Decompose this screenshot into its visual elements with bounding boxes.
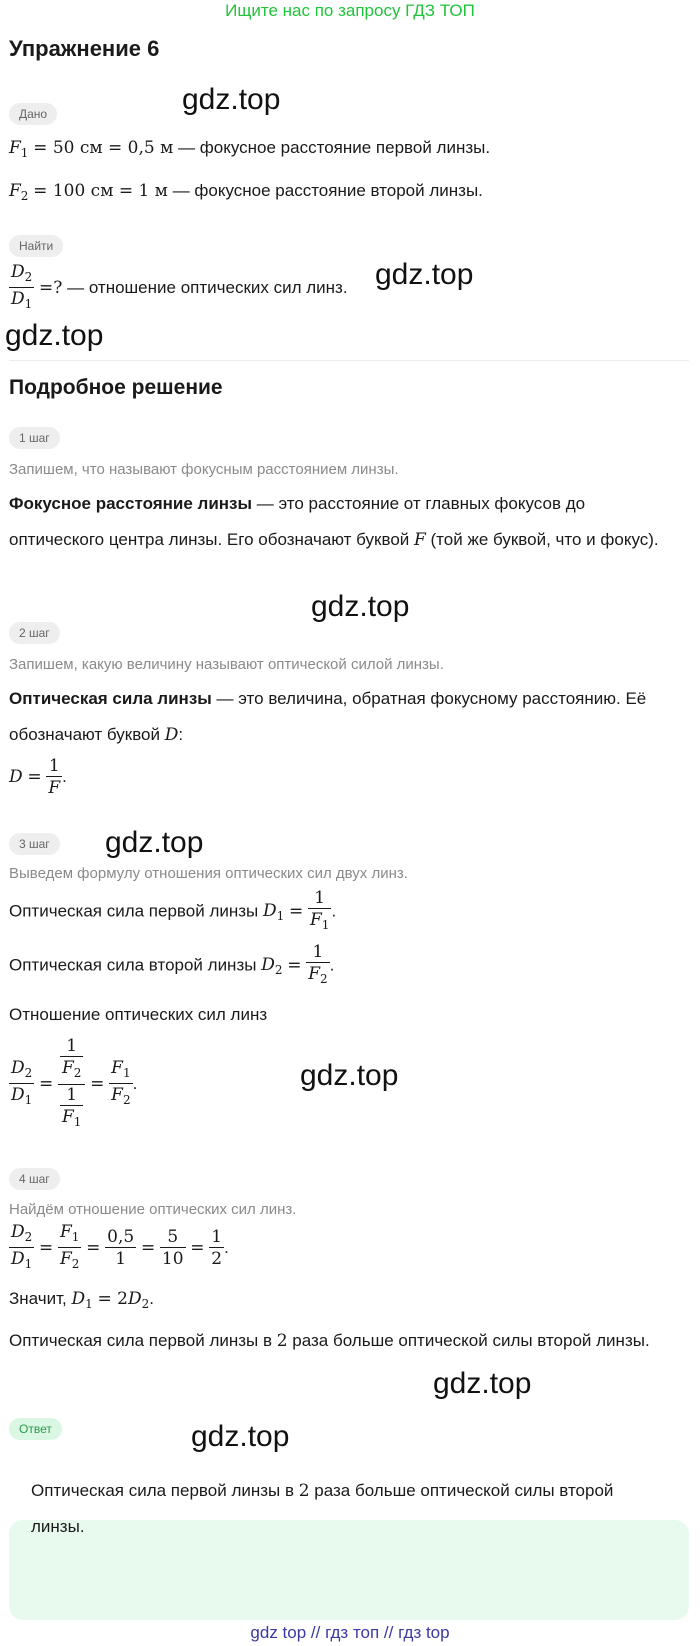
step2-badge: 2 шаг bbox=[9, 622, 60, 644]
step4-formula: $\frac{D_2}{D_1}$ = $\frac{F_1}{F_2}$ = $\frac{0,5}{1}$ = $\frac{5}{10}$ = $\frac{1}{2}$ . bbox=[11, 1222, 229, 1271]
step2-definition: Оптическая сила линзы — это величина, обратная фокусному расстоянию. Её обозначают буквой D: bbox=[9, 689, 647, 745]
watermark: gdz.top bbox=[105, 826, 204, 859]
step3-d1: Оптическая сила первой линзы $D_1$ = $\frac{1}{F_1}$ . bbox=[9, 888, 337, 932]
find-line: $\frac{D_2}{D_1}$ =? — отношение оптических сил линз. bbox=[11, 262, 348, 311]
step4-therefore: Значит, $D_1 = 2D_2$. bbox=[9, 1289, 154, 1311]
step1-intro: Запишем, что называют фокусным расстоянием линзы. bbox=[9, 461, 399, 478]
step4-badge: 4 шаг bbox=[9, 1168, 60, 1190]
find-badge: Найти bbox=[9, 235, 63, 257]
step3-ratio-formula: $\frac{D_2}{D_1}$ = $\frac{\frac{1}{F_2}}{\frac{1}{F_1}}$ = $\frac{F_1}{F_2}$ . bbox=[11, 1036, 138, 1129]
step3-intro: Выведем формулу отношения оптических сил двух линз. bbox=[9, 865, 408, 882]
step3-d2: Оптическая сила второй линзы $D_2$ = $\frac{1}{F_2}$ . bbox=[9, 942, 335, 986]
solution-title: Подробное решение bbox=[9, 376, 223, 399]
given-f1: $F_1 = 50$ см = 0,5 м — фокусное расстояние первой линзы. bbox=[9, 138, 491, 160]
watermark: gdz.top bbox=[191, 1420, 290, 1453]
formula-d: D = $\frac{1}{F}$ . bbox=[9, 756, 67, 798]
watermark: gdz.top bbox=[5, 319, 104, 352]
given-f2: $F_2 = 100$ см = 1 м — фокусное расстояние второй линзы. bbox=[9, 181, 483, 203]
answer-badge: Ответ bbox=[9, 1418, 62, 1440]
step2-intro: Запишем, какую величину называют оптической силой линзы. bbox=[9, 656, 444, 673]
watermark: gdz.top bbox=[300, 1059, 399, 1092]
search-banner[interactable]: Ищите нас по запросу ГДЗ ТОП bbox=[225, 1, 475, 20]
watermark: gdz.top bbox=[182, 83, 281, 116]
step1-definition: Фокусное расстояние линзы — это расстояние от главных фокусов до оптического центра линзы. Его обозначают буквой F (той же буквой, что и фокус). bbox=[9, 494, 659, 550]
watermark: gdz.top bbox=[311, 590, 410, 623]
watermark: gdz.top bbox=[375, 258, 474, 291]
step4-conclusion: Оптическая сила первой линзы в 2 раза больше оптической силы второй линзы. bbox=[9, 1331, 650, 1351]
footer-links[interactable]: gdz top // гдз топ // гдз top bbox=[250, 1623, 450, 1642]
step3-ratio-label: Отношение оптических сил линз bbox=[9, 1005, 268, 1024]
step1-badge: 1 шаг bbox=[9, 427, 60, 449]
given-badge: Дано bbox=[9, 103, 57, 125]
page-title: Упражнение 6 bbox=[9, 36, 160, 61]
section-divider bbox=[9, 360, 689, 361]
step4-intro: Найдём отношение оптических сил линз. bbox=[9, 1201, 297, 1218]
step3-badge: 3 шаг bbox=[9, 833, 60, 855]
watermark: gdz.top bbox=[433, 1367, 532, 1400]
answer-text: Оптическая сила первой линзы в 2 раза больше оптической силы второй линзы. bbox=[31, 1481, 614, 1536]
